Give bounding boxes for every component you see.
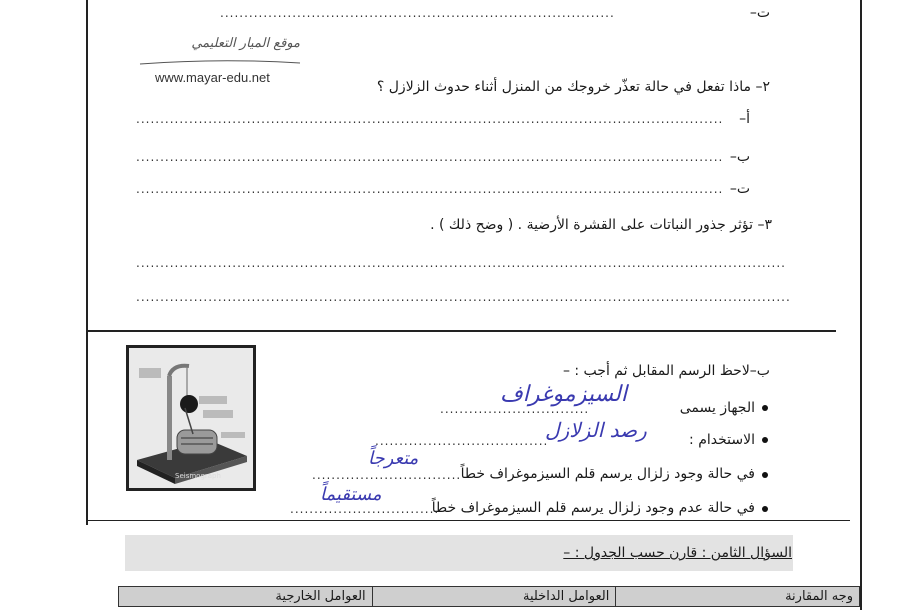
question-3: ٣– تؤثر جذور النباتات على القشرة الأرضية . ( وضح ذلك ) . — [430, 217, 772, 233]
handwritten-answer: السيزموغراف — [500, 382, 627, 407]
watermark-url: www.mayar-edu.net — [155, 70, 270, 85]
question-8-title: السؤال الثامن : قارن حسب الجدول : – — [563, 545, 792, 561]
seismograph-icon — [129, 348, 253, 488]
comparison-table — [118, 586, 860, 607]
item-text: الجهاز يسمى — [679, 400, 755, 416]
answer-line: .......................................................................................................................... — [136, 112, 724, 126]
bullet-icon — [762, 437, 768, 443]
handwritten-answer: مستقيماً — [320, 484, 382, 505]
option-label: ت– — [749, 5, 770, 21]
header-cell: وجه المقارنة — [616, 587, 860, 607]
answer-line: ....................................................................................................................................... — [136, 256, 786, 270]
bullet-icon — [762, 506, 768, 512]
handwritten-answer: رصد الزلازل — [545, 418, 647, 442]
section-b-heading: ب–لاحظ الرسم المقابل ثم أجب : – — [562, 363, 770, 379]
header-cell: العوامل الداخلية — [372, 587, 616, 607]
header-cell: العوامل الخارجية — [119, 587, 373, 607]
option-label: ت– — [729, 181, 750, 197]
option-label: ب– — [729, 149, 750, 165]
section-divider-bottom — [86, 520, 850, 521]
section-divider — [86, 330, 836, 332]
seismograph-image — [126, 345, 256, 491]
handwritten-answer: متعرجاً — [368, 448, 419, 469]
image-caption: Seismograph — [175, 472, 221, 480]
answer-line: .......................................................................................................................... — [136, 182, 724, 196]
watermark-swoosh-icon — [140, 60, 300, 66]
watermark-arabic: موقع الميار التعليمي — [191, 36, 300, 51]
answer-line: ............................... — [290, 502, 440, 516]
answer-line: ............................... — [312, 468, 462, 482]
answer-line: .................................... — [375, 434, 549, 448]
item-text: في حالة عدم وجود زلزال يرسم قلم السيزموغراف خطاً — [431, 500, 755, 516]
table-header-row — [119, 587, 860, 607]
frame-right-border — [860, 0, 862, 610]
frame-left-border — [86, 0, 88, 525]
answer-line: .......................................................................................................................... — [136, 150, 724, 164]
bullet-icon — [762, 405, 768, 411]
bullet-icon — [762, 472, 768, 478]
answer-line: .................................................................................. — [220, 6, 615, 20]
item-text: الاستخدام : — [689, 432, 755, 448]
answer-line: ........................................................................................................................................ — [136, 290, 791, 304]
answer-line: ............................... — [440, 402, 590, 416]
watermark — [140, 36, 300, 85]
option-label: أ– — [739, 111, 750, 127]
item-text: في حالة وجود زلزال يرسم قلم السيزموغراف خطاً — [460, 466, 755, 482]
question-2: ٢– ماذا تفعل في حالة تعذّر خروجك من المنزل أثناء حدوث الزلازل ؟ — [376, 79, 770, 95]
